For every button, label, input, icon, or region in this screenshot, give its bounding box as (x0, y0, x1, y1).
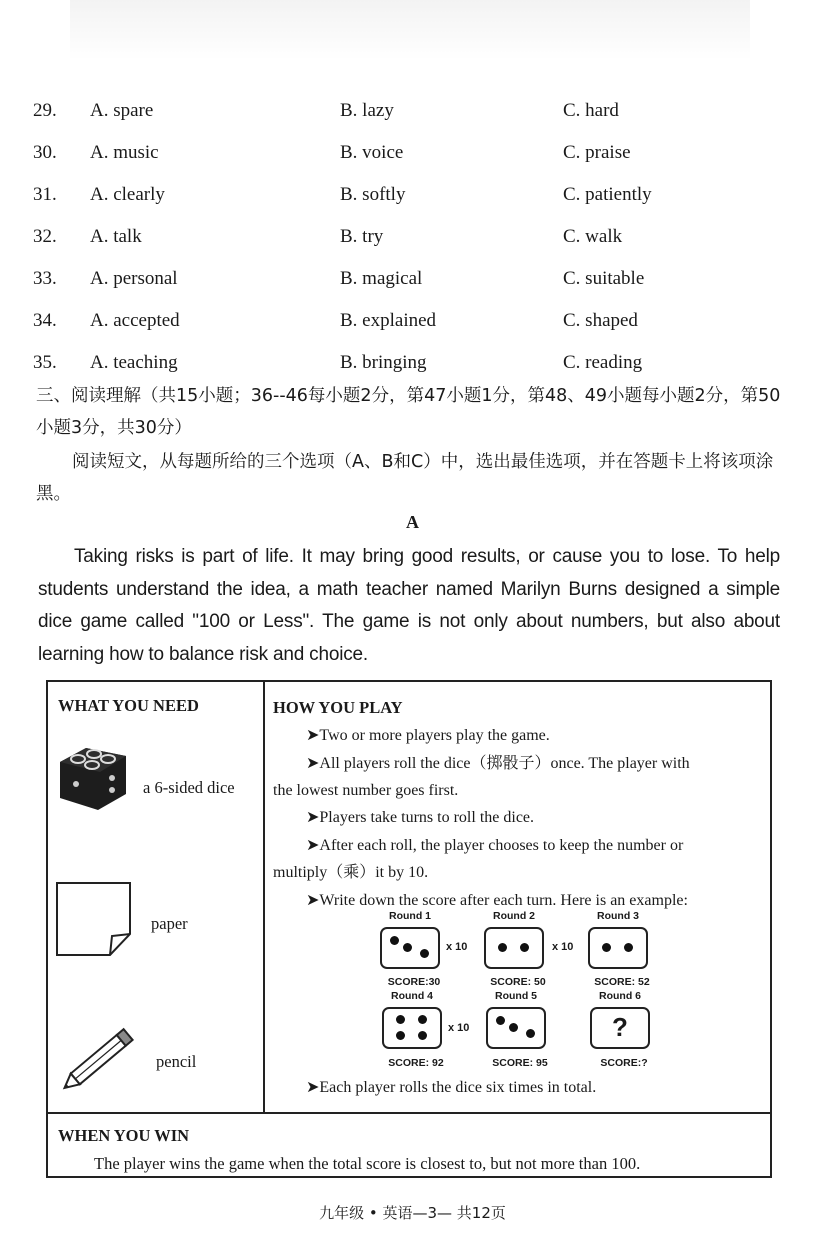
round-label: Round 3 (597, 910, 639, 922)
question-number: 35. (33, 352, 57, 373)
when-you-win-heading: WHEN YOU WIN (58, 1126, 190, 1145)
need-dice-label: a 6-sided dice (143, 778, 235, 797)
question-number: 32. (33, 226, 57, 247)
question-row-29 (0, 100, 825, 130)
pencil-icon (54, 1018, 144, 1100)
multiply-ten: x 10 (448, 1022, 470, 1034)
scan-top-shadow (70, 0, 750, 60)
option-c: C. reading (563, 352, 643, 373)
page-footer: 九年级 • 英语—3— 共12页 (319, 1204, 506, 1222)
round-label: Round 1 (389, 910, 431, 922)
question-row-35 (0, 352, 825, 382)
need-paper-label: paper (151, 914, 188, 933)
round-label: Round 4 (391, 990, 433, 1002)
question-row-30 (0, 142, 825, 172)
round-score: SCORE: 92 (388, 1057, 444, 1069)
passage-text: Taking risks is part of life. It may bring good results, or cause you to lose. To help students understand the idea, a math teacher named Marilyn Burns designed a simple dice game called "100 or Less". The game is not only about numbers, but also about learning how to balance risk and choice. (38, 546, 780, 665)
unknown-face-mark: ? (612, 1012, 628, 1042)
rule-first-roll-cont: the lowest number goes first. (273, 782, 459, 799)
option-b: B. explained (340, 310, 437, 331)
rule-six-rolls: ➤Each player rolls the dice six times in total. (306, 1079, 597, 1096)
round-score: SCORE: 52 (594, 976, 650, 988)
die-face-2 (588, 927, 648, 969)
passage-label: A (406, 512, 419, 532)
die-face-2 (484, 927, 544, 969)
question-row-34 (0, 310, 825, 340)
die-pip (496, 1016, 505, 1025)
option-a: A. personal (90, 268, 178, 289)
question-number: 34. (33, 310, 57, 331)
rule-multiply-cont: multiply（乘）it by 10. (273, 864, 429, 881)
die-pip (418, 1031, 427, 1040)
multiply-ten: x 10 (552, 941, 574, 953)
question-number: 29. (33, 100, 57, 121)
die-pip (509, 1023, 518, 1032)
option-a: A. accepted (90, 310, 180, 331)
round-score: SCORE:30 (387, 976, 441, 988)
need-pencil-label: pencil (156, 1052, 197, 1071)
question-number: 33. (33, 268, 57, 289)
die-pip (602, 943, 611, 952)
option-a: A. clearly (90, 184, 165, 205)
option-b: B. magical (340, 268, 423, 289)
die-pip (420, 949, 429, 958)
dice-icon (56, 740, 132, 816)
rule-write-score: ➤Write down the score after each turn. Here is an example: (306, 892, 688, 909)
round-score: SCORE:? (600, 1057, 648, 1069)
die-pip (498, 943, 507, 952)
die-pip (396, 1015, 405, 1024)
die-pip (403, 943, 412, 952)
option-c: C. patiently (563, 184, 652, 205)
die-face-unknown (590, 1007, 650, 1049)
question-row-33 (0, 268, 825, 298)
option-a: A. talk (90, 226, 142, 247)
row-divider (48, 1112, 770, 1114)
die-pip (520, 943, 529, 952)
rule-multiply: ➤After each roll, the player chooses to keep the number or (306, 837, 684, 854)
option-a: A. teaching (90, 352, 178, 373)
option-b: B. voice (340, 142, 404, 163)
round-score: SCORE: 50 (490, 976, 546, 988)
column-divider (263, 682, 265, 1112)
what-you-need-heading: WHAT YOU NEED (58, 696, 199, 715)
game-rules-box (46, 680, 772, 1178)
section-instructions: 阅读短文，从每题所给的三个选项（A、B和C）中，选出最佳选项，并在答题卡上将该项涂黑。 (36, 452, 774, 504)
round-label: Round 5 (495, 990, 537, 1002)
option-c: C. walk (563, 226, 623, 247)
die-face-4 (382, 1007, 442, 1049)
die-pip (396, 1031, 405, 1040)
rule-take-turns: ➤Players take turns to roll the dice. (306, 809, 535, 826)
option-a: A. music (90, 142, 159, 163)
option-b: B. try (340, 226, 384, 247)
round-score: SCORE: 95 (492, 1057, 548, 1069)
round-label: Round 2 (493, 910, 535, 922)
round-label: Round 6 (599, 990, 641, 1002)
option-b: B. bringing (340, 352, 427, 373)
question-row-32 (0, 226, 825, 256)
multiply-ten: x 10 (446, 941, 468, 953)
die-pip (526, 1029, 535, 1038)
question-number: 31. (33, 184, 57, 205)
option-c: C. suitable (563, 268, 645, 289)
rule-players: ➤Two or more players play the game. (306, 727, 550, 744)
die-pip (624, 943, 633, 952)
question-row-31 (0, 184, 825, 214)
option-c: C. praise (563, 142, 631, 163)
rule-first-roll: ➤All players roll the dice（掷骰子）once. The player with (306, 755, 690, 772)
paper-icon (54, 880, 134, 958)
option-a: A. spare (90, 100, 154, 121)
option-c: C. hard (563, 100, 619, 121)
die-face-3 (380, 927, 440, 969)
how-you-play-heading: HOW YOU PLAY (273, 698, 403, 717)
die-pip (390, 936, 399, 945)
option-b: B. lazy (340, 100, 394, 121)
section-heading: 三、阅读理解（共15小题；36--46每小题2分，第47小题1分，第48、49小题每小题2分，第50小题3分，共30分） (36, 386, 781, 438)
option-c: C. shaped (563, 310, 638, 331)
question-number: 30. (33, 142, 57, 163)
option-b: B. softly (340, 184, 406, 205)
die-pip (418, 1015, 427, 1024)
die-face-3 (486, 1007, 546, 1049)
win-condition-text: The player wins the game when the total score is closest to, but not more than 100. (94, 1154, 641, 1173)
